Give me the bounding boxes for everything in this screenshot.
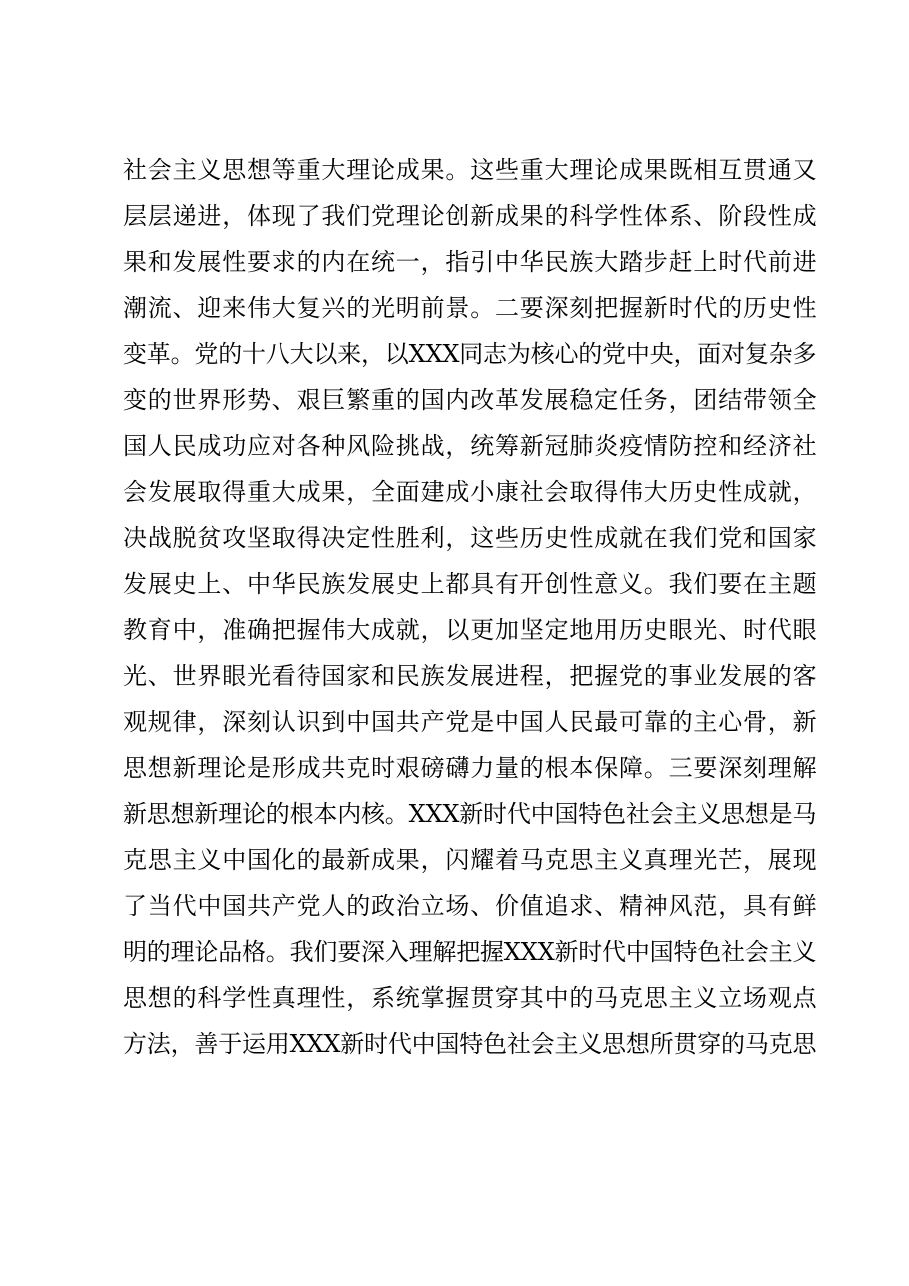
text-line: 果和发展性要求的内在统一，指引中华民族大踏步赶上时代前进 <box>123 248 818 276</box>
text-line: 决战脱贫攻坚取得决定性胜利，这些历史性成就在我们党和国家 <box>123 524 818 552</box>
text-line: 会发展取得重大成果，全面建成小康社会取得伟大历史性成就， <box>123 478 818 506</box>
text-line: 了当代中国共产党人的政治立场、价值追求、精神风范，具有鲜 <box>123 892 818 920</box>
text-line: 方法，善于运用XXX新时代中国特色社会主义思想所贯穿的马克思 <box>123 1030 817 1058</box>
text-line: 新思想新理论的根本内核。XXX新时代中国特色社会主义思想是马 <box>123 800 817 828</box>
text-line: 国人民成功应对各种风险挑战，统筹新冠肺炎疫情防控和经济社 <box>123 432 818 460</box>
text-line: 社会主义思想等重大理论成果。这些重大理论成果既相互贯通又 <box>123 156 818 184</box>
text-line: 克思主义中国化的最新成果，闪耀着马克思主义真理光芒，展现 <box>123 846 818 874</box>
text-line: 思想的科学性真理性，系统掌握贯穿其中的马克思主义立场观点 <box>123 984 818 1012</box>
text-line: 光、世界眼光看待国家和民族发展进程，把握党的事业发展的客 <box>123 662 818 690</box>
text-line: 变的世界形势、艰巨繁重的国内改革发展稳定任务，团结带领全 <box>123 386 818 414</box>
text-line: 思想新理论是形成共克时艰磅礴力量的根本保障。三要深刻理解 <box>123 754 818 782</box>
text-line: 教育中，准确把握伟大成就，以更加坚定地用历史眼光、时代眼 <box>123 616 818 644</box>
text-line: 变革。党的十八大以来，以XXX同志为核心的党中央，面对复杂多 <box>123 340 817 368</box>
body-paragraph <box>123 158 823 1078</box>
text-line: 观规律，深刻认识到中国共产党是中国人民最可靠的主心骨，新 <box>123 708 818 736</box>
text-line: 层层递进，体现了我们党理论创新成果的科学性体系、阶段性成 <box>123 202 818 230</box>
text-line: 发展史上、中华民族发展史上都具有开创性意义。我们要在主题 <box>123 570 818 598</box>
text-line: 潮流、迎来伟大复兴的光明前景。二要深刻把握新时代的历史性 <box>123 294 818 322</box>
text-line: 明的理论品格。我们要深入理解把握XXX新时代中国特色社会主义 <box>123 938 817 966</box>
